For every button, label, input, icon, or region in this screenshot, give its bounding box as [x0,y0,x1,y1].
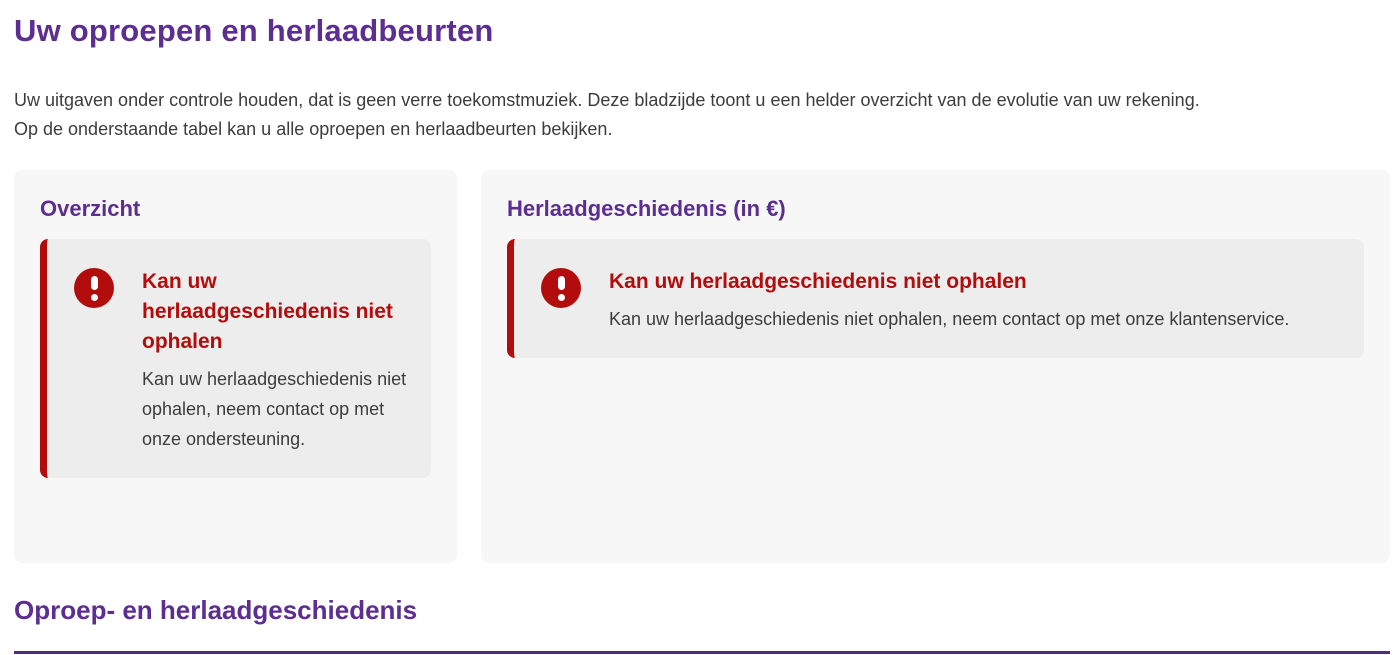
history-section-title: Oproep- en herlaadgeschiedenis [14,595,418,625]
recharge-alert-body [609,267,1340,334]
intro-line-2: Op de onderstaande tabel kan u alle oproepen en herlaadbeurten bekijken. [14,119,613,139]
intro-paragraph [14,86,1390,144]
recharge-card-title: Herlaadgeschiedenis (in €) [507,196,786,221]
recharge-error-alert [507,239,1364,358]
exclamation-circle-icon [541,268,581,308]
overview-error-alert [40,239,431,478]
page-title: Uw oproepen en herlaadbeurten [14,13,494,48]
overview-card [14,170,457,563]
recharge-history-card [481,170,1390,563]
overview-alert-message: Kan uw herlaadgeschiedenis niet ophalen, neem contact op met onze ondersteuning. [142,369,407,449]
recharge-alert-message: Kan uw herlaadgeschiedenis niet ophalen, neem contact op met onze klantenservice. [609,309,1290,329]
overview-alert-title: Kan uw herlaadgeschiedenis niet ophalen [142,270,393,353]
overview-card-title: Overzicht [40,196,141,221]
overview-alert-body [142,267,407,454]
exclamation-circle-icon [74,268,114,308]
history-divider [14,651,1390,654]
cards-row [14,170,1390,563]
recharge-alert-title: Kan uw herlaadgeschiedenis niet ophalen [609,270,1027,293]
intro-line-1: Uw uitgaven onder controle houden, dat is geen verre toekomstmuziek. Deze bladzijde toont u een helder overzicht van de evolutie van uw rekening. [14,90,1200,110]
